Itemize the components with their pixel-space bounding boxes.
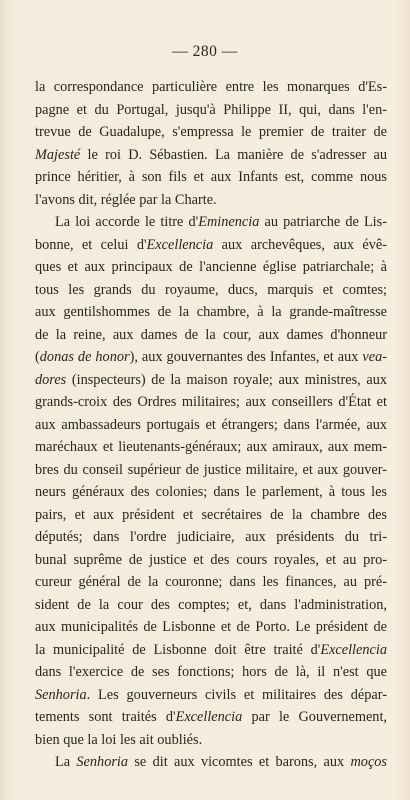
text-segment: dans l'exercice de ses fonctions; hors de là, il n'est que bbox=[35, 664, 387, 680]
italic-text: Senhoria bbox=[76, 754, 129, 770]
text-segment: prince héritier, à son fils et aux Infants est, comme nous bbox=[35, 169, 387, 185]
text-segment: la municipalité de Lisbonne doit être traité d' bbox=[35, 641, 321, 658]
body-text bbox=[35, 76, 387, 774]
text-segment: aux ambassadeurs portugais et étrangers; dans l'armée, aux bbox=[35, 416, 387, 433]
text-line bbox=[35, 99, 387, 122]
text-segment: bien que la loi les ait oubliés. bbox=[35, 731, 203, 748]
text-segment: La bbox=[55, 754, 77, 770]
text-segment: grands-croix des Ordres militaires; aux conseillers d'État et bbox=[35, 394, 387, 410]
text-line bbox=[35, 121, 387, 144]
text-segment: ), aux gouvernantes des Infantes, et aux bbox=[129, 349, 363, 365]
text-segment: cureur général de la couronne; dans les finances, au pré- bbox=[35, 574, 387, 590]
text-segment: de la reine, aux dames de la cour, aux dames d'honneur bbox=[35, 326, 387, 343]
text-segment: l'avons dit, réglée par la Charte. bbox=[35, 191, 217, 208]
text-line bbox=[35, 481, 387, 504]
text-segment: aux archevêques, aux évê- bbox=[213, 236, 387, 253]
text-segment: sident de la cour des comptes; et, dans l'administration, bbox=[35, 596, 387, 613]
italic-text: Excellencia bbox=[320, 641, 387, 658]
text-segment: pagne et du Portugal, jusqu'à Philippe II, qui, dans l'en- bbox=[35, 101, 387, 118]
text-segment: ques et aux principaux de l'ancienne église patriarchale; à bbox=[35, 259, 387, 275]
text-line bbox=[35, 144, 387, 167]
italic-text: moços bbox=[350, 754, 387, 770]
italic-text: Senhoria bbox=[35, 686, 87, 703]
text-line bbox=[35, 234, 387, 257]
italic-text: Eminencia bbox=[198, 214, 260, 230]
text-line bbox=[35, 346, 387, 369]
text-segment: bunal suprême de justice et des cours royales, et au pro- bbox=[35, 551, 387, 568]
text-line bbox=[35, 369, 387, 392]
text-segment: se dit aux vicomtes et barons, aux bbox=[128, 754, 351, 770]
italic-text: Excellencia bbox=[146, 236, 214, 253]
text-line bbox=[35, 571, 387, 594]
text-line bbox=[35, 729, 387, 752]
text-segment: pairs, et aux président et secrétaires de la chambre des bbox=[35, 506, 387, 523]
text-segment: la correspondance particulière entre les monarques d'Es- bbox=[35, 79, 387, 95]
text-line bbox=[35, 256, 387, 279]
italic-text: donas de honor bbox=[39, 349, 130, 365]
text-segment: le roi D. Sébastien. La manière de s'adresser au bbox=[80, 146, 387, 163]
text-line bbox=[35, 166, 387, 189]
text-segment: ( bbox=[35, 349, 40, 365]
text-line bbox=[35, 211, 387, 234]
text-segment: trevue de Guadalupe, s'empressa le premier de traiter de bbox=[35, 124, 387, 140]
text-line bbox=[35, 189, 387, 212]
text-line bbox=[35, 526, 387, 549]
italic-text: vea- bbox=[362, 349, 387, 365]
text-line bbox=[35, 684, 387, 707]
text-segment: (inspecteurs) de la maison royale; aux ministres, aux bbox=[66, 371, 387, 388]
text-line bbox=[35, 76, 387, 99]
text-line bbox=[35, 459, 387, 482]
text-line bbox=[35, 639, 387, 662]
text-segment: tements sont traités d' bbox=[35, 709, 176, 725]
text-line bbox=[35, 706, 387, 729]
text-segment: députés; dans l'ordre judiciaire, aux présidents du tri- bbox=[35, 529, 387, 545]
text-segment: bres du conseil supérieur de justice militaire, et aux gouver- bbox=[35, 461, 387, 478]
text-line bbox=[35, 661, 387, 684]
text-segment: bonne, et celui d' bbox=[35, 236, 147, 253]
text-line bbox=[35, 616, 387, 639]
text-line bbox=[35, 504, 387, 527]
text-segment: aux municipalités de Lisbonne et de Porto. Le président de bbox=[35, 619, 387, 635]
text-line bbox=[35, 391, 387, 414]
text-line bbox=[35, 301, 387, 324]
text-segment: neurs généraux des colonies; dans le parlement, à tous les bbox=[35, 484, 387, 500]
text-line bbox=[35, 414, 387, 437]
text-line bbox=[35, 324, 387, 347]
text-segment: aux gentilshommes de la chambre, à la grande-maîtresse bbox=[35, 304, 387, 320]
text-segment: La loi accorde le titre d' bbox=[55, 214, 199, 230]
text-line bbox=[35, 594, 387, 617]
text-segment: maréchaux et lieutenants-généraux; aux amiraux, aux mem- bbox=[35, 439, 387, 455]
text-line bbox=[35, 751, 387, 774]
text-segment: au patriarche de Lis- bbox=[259, 214, 387, 230]
page-number: — 280 — bbox=[172, 43, 238, 60]
text-line bbox=[35, 436, 387, 459]
text-segment: tous les grands du royaume, ducs, marquis et comtes; bbox=[35, 281, 387, 298]
italic-text: Excellencia bbox=[175, 709, 243, 725]
text-segment: par le Gouvernement, bbox=[242, 709, 387, 725]
text-line bbox=[35, 279, 387, 302]
text-segment: . Les gouverneurs civils et militaires des dépar- bbox=[86, 686, 387, 703]
italic-text: Majesté bbox=[35, 146, 81, 163]
italic-text: dores bbox=[35, 371, 67, 388]
text-line bbox=[35, 549, 387, 572]
